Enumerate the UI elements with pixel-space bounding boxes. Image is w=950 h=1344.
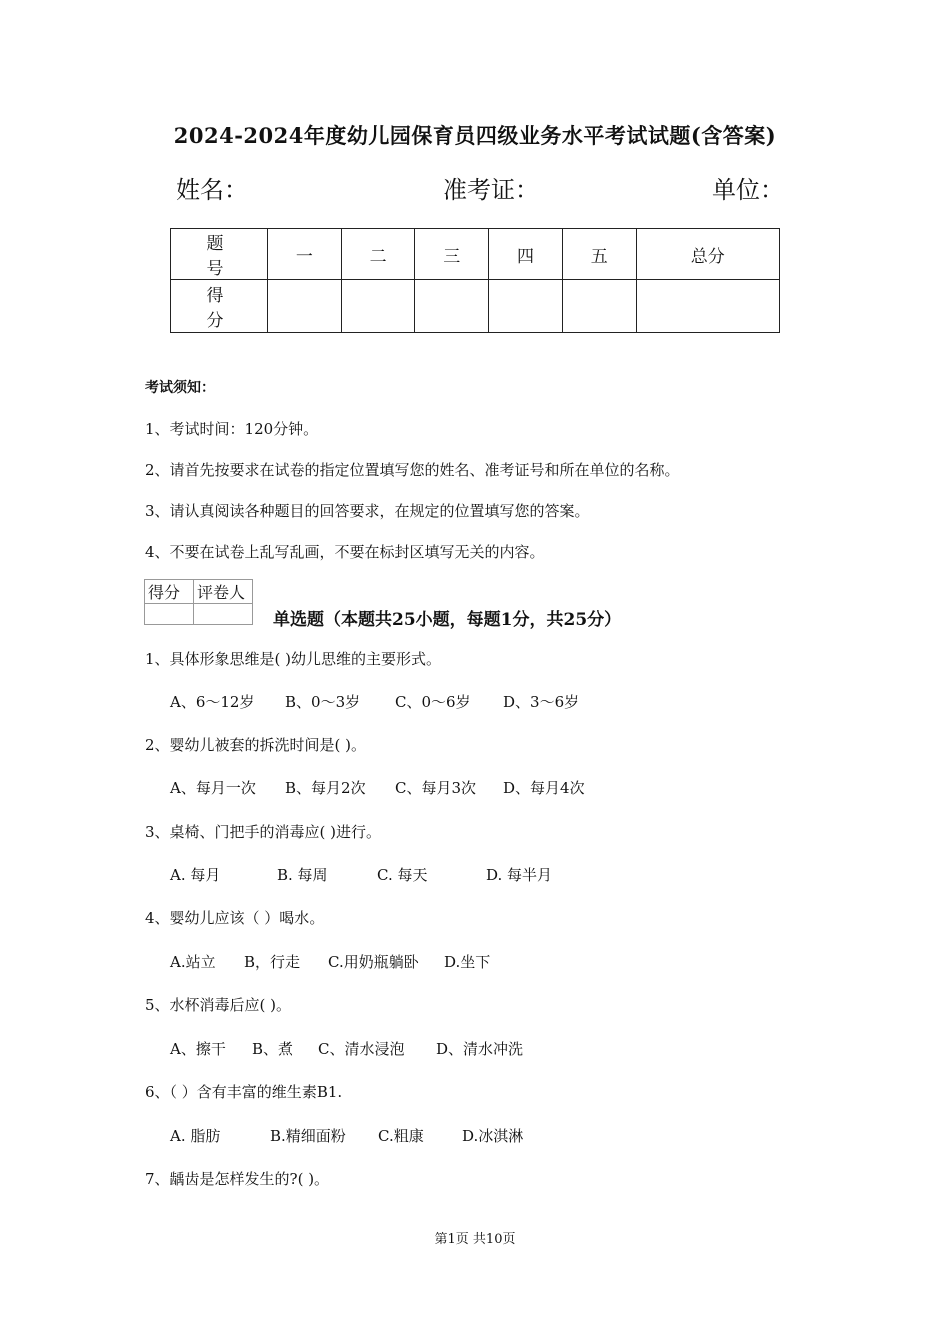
option[interactable]: B、煮	[252, 1040, 294, 1058]
question-text: 1、具体形象思维是( )幼儿思维的主要形式。	[145, 650, 442, 668]
grader-box-grader-label: 评卷人	[194, 580, 253, 604]
notice-item: 3、请认真阅读各种题目的回答要求，在规定的位置填写您的答案。	[145, 502, 590, 520]
question-options	[170, 951, 490, 972]
option[interactable]: A.站立	[170, 953, 216, 971]
score-entry-cell[interactable]	[268, 280, 342, 333]
score-table-cell: 得 分	[171, 280, 268, 333]
option[interactable]: A. 脂肪	[170, 1127, 221, 1145]
score-table-cell: 五	[562, 229, 636, 280]
question-text: 5、水杯消毒后应( )。	[145, 996, 292, 1014]
option[interactable]: B、0～3岁	[285, 693, 361, 711]
option[interactable]: D.冰淇淋	[462, 1127, 524, 1145]
option[interactable]: A、6～12岁	[170, 693, 255, 711]
option[interactable]: B，行走	[244, 953, 301, 971]
question-text: 4、婴幼儿应该（ ）喝水。	[145, 909, 325, 927]
score-table-header-row	[171, 229, 780, 280]
score-table-cell: 二	[341, 229, 415, 280]
option[interactable]: C.粗康	[378, 1127, 424, 1145]
score-table-cell: 三	[415, 229, 489, 280]
question-text: 6、（ ）含有丰富的维生素B1.	[145, 1083, 343, 1101]
option[interactable]: C、每月3次	[395, 779, 477, 797]
question-options	[170, 1125, 523, 1146]
option[interactable]: C. 每天	[377, 866, 428, 884]
notice-item: 2、请首先按要求在试卷的指定位置填写您的姓名、准考证号和所在单位的名称。	[145, 461, 680, 479]
option[interactable]: D、3～6岁	[503, 693, 580, 711]
score-entry-cell[interactable]	[341, 280, 415, 333]
score-entry-cell[interactable]	[489, 280, 563, 333]
question-text: 2、婴幼儿被套的拆洗时间是( )。	[145, 736, 367, 754]
score-table-score-row	[171, 280, 780, 333]
score-table	[170, 228, 780, 333]
grader-box-score-cell[interactable]	[145, 604, 194, 625]
name-field-label: 姓名：	[176, 176, 248, 204]
option[interactable]: A. 每月	[170, 866, 221, 884]
option[interactable]: A、擦干	[170, 1040, 226, 1058]
option[interactable]: D、每月4次	[503, 779, 585, 797]
score-table-cell: 题 号	[171, 229, 268, 280]
option[interactable]: B、每月2次	[285, 779, 366, 797]
question-options	[170, 1038, 523, 1059]
option[interactable]: B.精细面粉	[270, 1127, 346, 1145]
option[interactable]: C、清水浸泡	[318, 1040, 405, 1058]
notice-item: 1、考试时间：120分钟。	[145, 420, 319, 438]
option[interactable]: C、0～6岁	[395, 693, 471, 711]
exam-id-field-label: 准考证：	[443, 176, 539, 204]
unit-field-label: 单位：	[712, 176, 784, 204]
score-entry-cell[interactable]	[562, 280, 636, 333]
option[interactable]: D.坐下	[444, 953, 491, 971]
score-table-cell: 总分	[636, 229, 779, 280]
grader-box-score-label: 得分	[145, 580, 194, 604]
score-entry-cell[interactable]	[636, 280, 779, 333]
document-title: 2024-2024年度幼儿园保育员四级业务水平考试试题(含答案)	[173, 123, 777, 148]
notice-heading: 考试须知：	[145, 380, 215, 396]
question-text: 3、桌椅、门把手的消毒应( )进行。	[145, 823, 382, 841]
grader-box	[144, 579, 253, 625]
score-table-cell: 四	[489, 229, 563, 280]
notice-item: 4、不要在试卷上乱写乱画，不要在标封区填写无关的内容。	[145, 543, 545, 561]
grader-box-grader-cell[interactable]	[194, 604, 253, 625]
score-table-cell: 一	[268, 229, 342, 280]
question-text: 7、龋齿是怎样发生的?( )。	[145, 1170, 330, 1188]
question-options	[170, 691, 579, 712]
question-options	[170, 864, 552, 885]
question-options	[170, 777, 585, 798]
section-title: 单选题（本题共25小题，每题1分，共25分）	[273, 610, 622, 630]
page-footer: 第1页 共10页	[434, 1232, 516, 1247]
option[interactable]: D、清水冲洗	[436, 1040, 524, 1058]
option[interactable]: B. 每周	[277, 866, 328, 884]
option[interactable]: D. 每半月	[486, 866, 553, 884]
option[interactable]: A、每月一次	[170, 779, 256, 797]
option[interactable]: C.用奶瓶躺卧	[328, 953, 419, 971]
score-entry-cell[interactable]	[415, 280, 489, 333]
